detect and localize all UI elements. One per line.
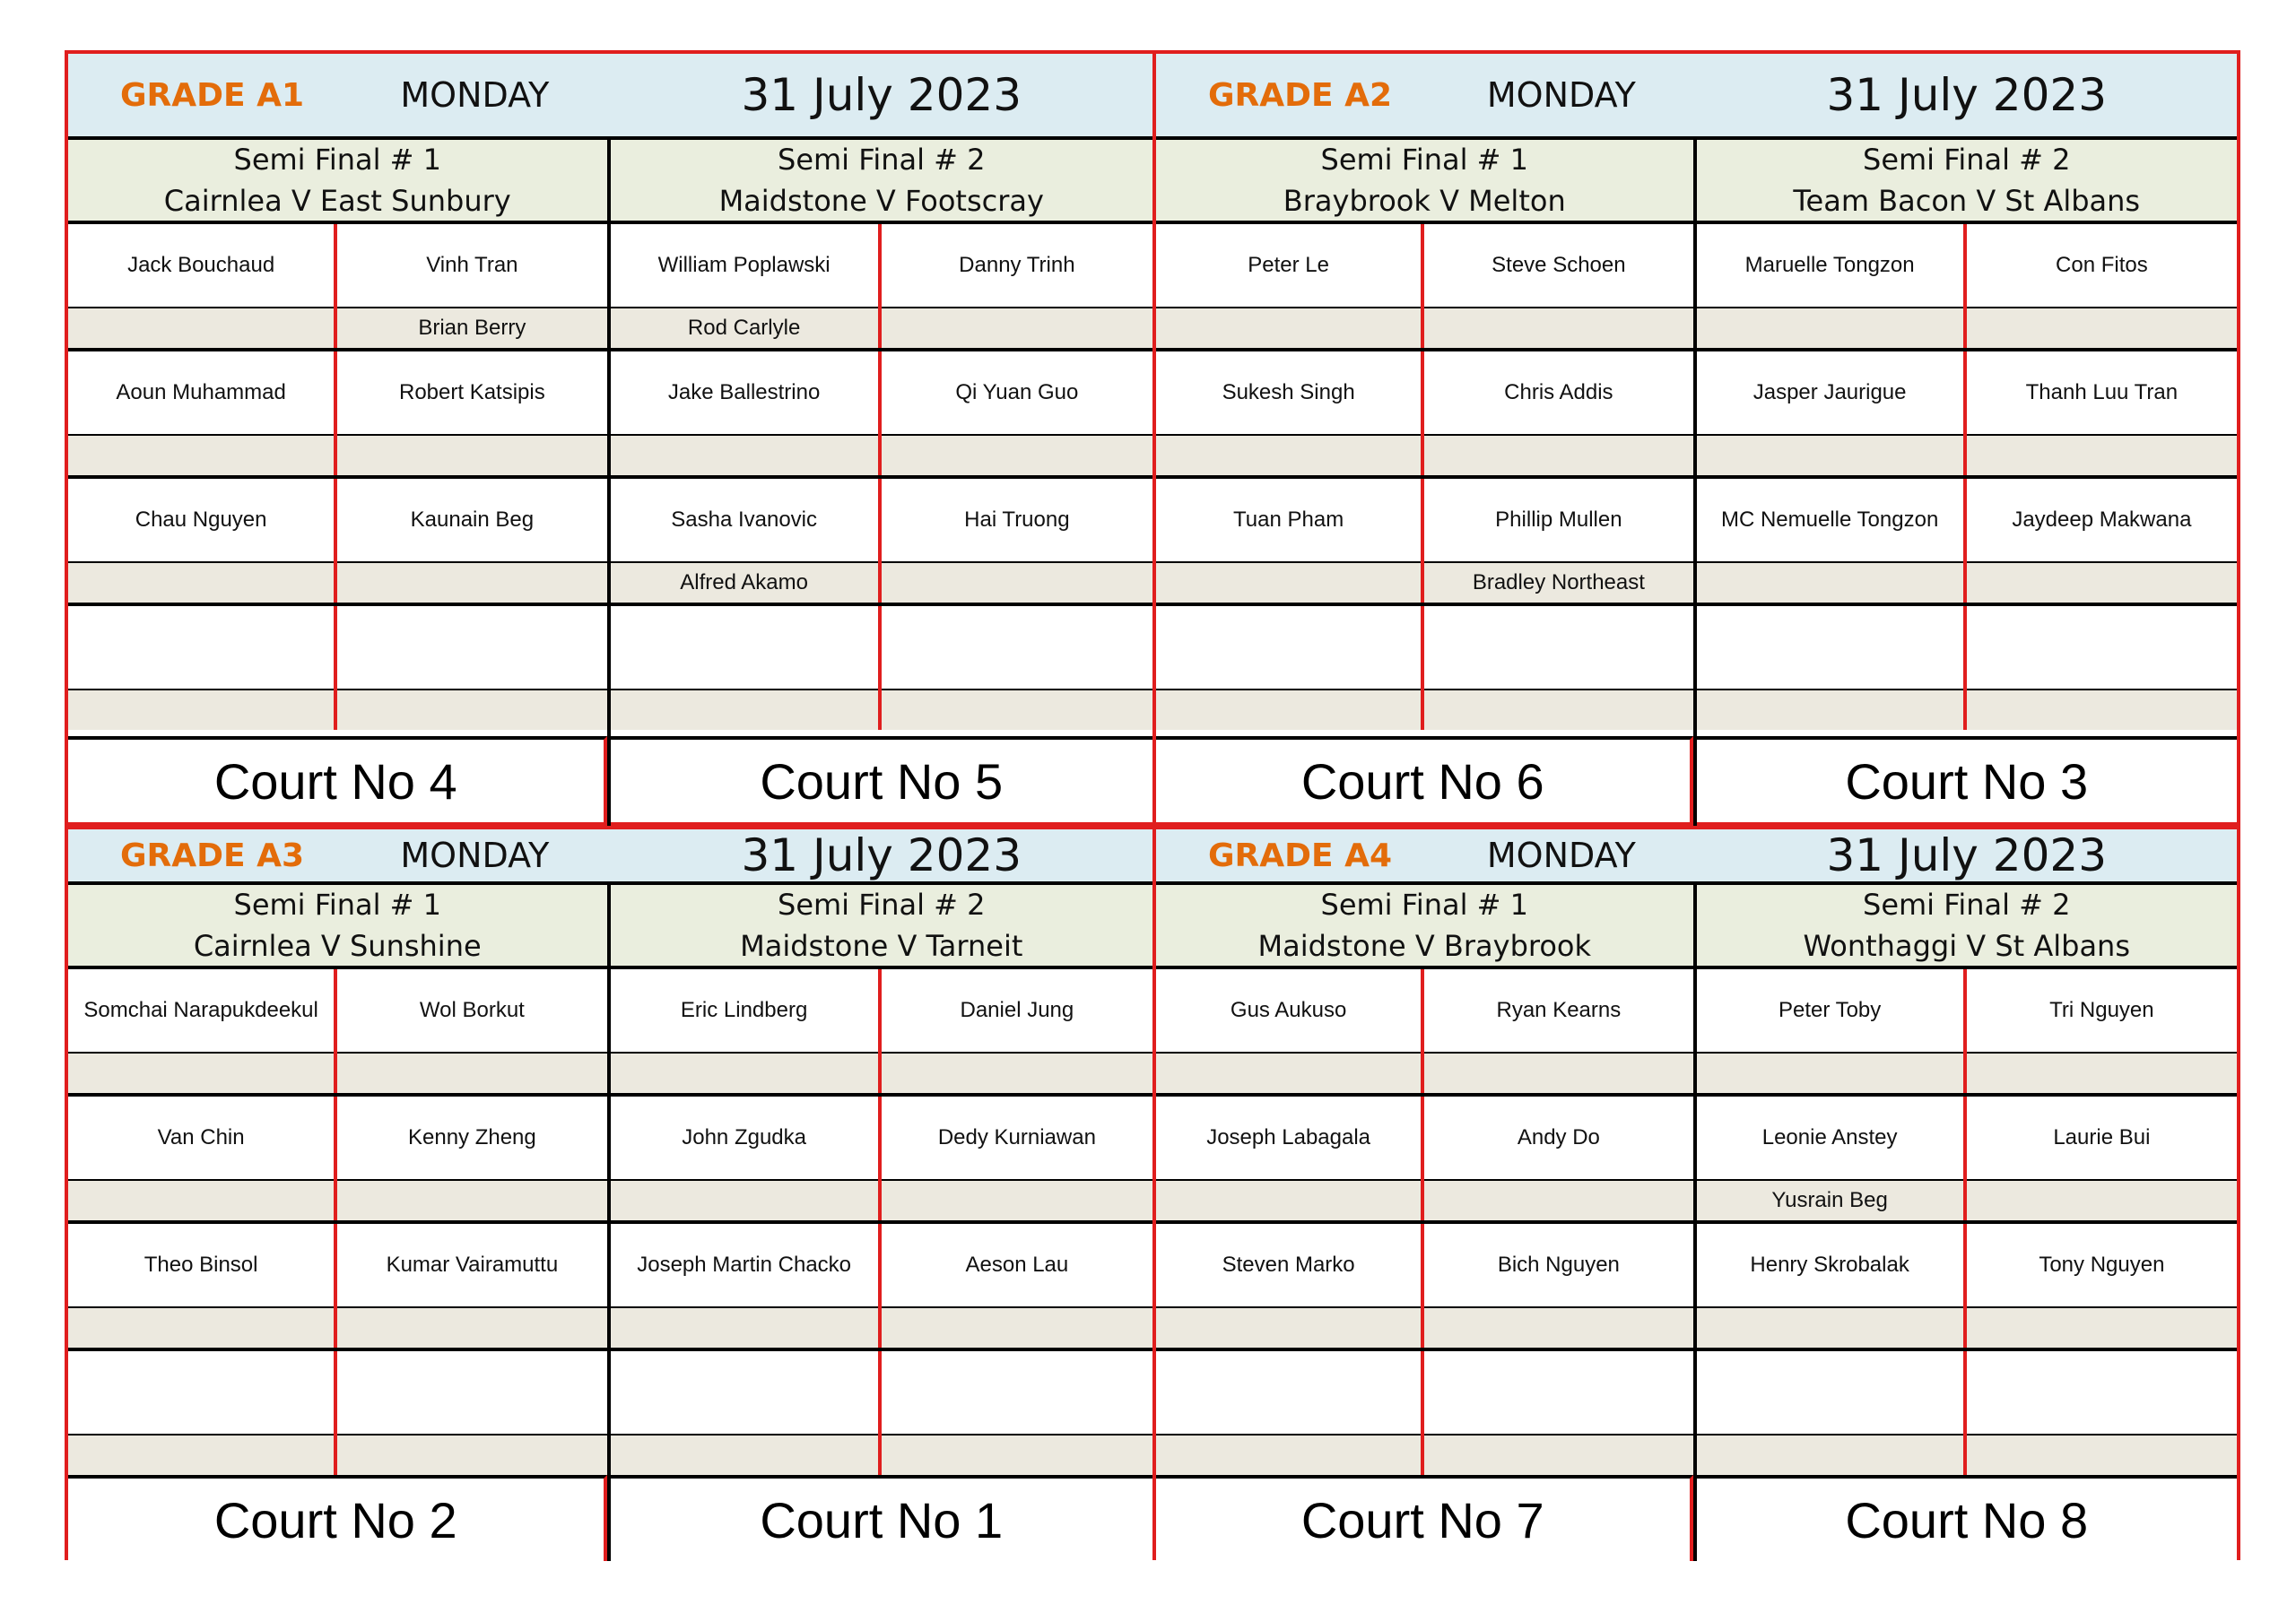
- semi-final-heading: [1697, 885, 2238, 969]
- player-row: [68, 1351, 607, 1475]
- player-row: [611, 1097, 1153, 1224]
- right-player-column: [337, 606, 606, 730]
- player-row: [1156, 1224, 1693, 1351]
- player-roster: [68, 224, 607, 736]
- player-name: Tony Nguyen: [1967, 1224, 2237, 1308]
- grade-block: [65, 50, 1152, 826]
- reserve-player-name: [1156, 436, 1421, 475]
- reserve-player-name: [1424, 1308, 1692, 1348]
- player-row: [611, 1351, 1153, 1475]
- player-name: [1967, 606, 2237, 690]
- right-player-column: [1424, 969, 1692, 1093]
- date-label: 31 July 2023: [1826, 829, 2108, 881]
- semi-final-game: [1697, 885, 2238, 1561]
- right-player-column: [1967, 1351, 2237, 1475]
- player-name: John Zgudka: [611, 1097, 878, 1181]
- semi-final-heading: [611, 140, 1153, 224]
- grade-block: [1152, 826, 2240, 1560]
- reserve-player-name: [1697, 563, 1963, 603]
- reserve-player-name: [882, 690, 1152, 730]
- reserve-player-name: [1967, 690, 2237, 730]
- right-player-column: [337, 1224, 606, 1348]
- player-name: Laurie Bui: [1967, 1097, 2237, 1181]
- reserve-player-name: [1967, 1054, 2237, 1093]
- reserve-player-name: [1424, 690, 1692, 730]
- semi-final-heading: [1697, 140, 2238, 224]
- reserve-player-name: [611, 1054, 878, 1093]
- right-player-column: [1424, 224, 1692, 348]
- player-name: [68, 606, 334, 690]
- player-name: Eric Lindberg: [611, 969, 878, 1054]
- reserve-player-name: [68, 563, 334, 603]
- reserve-player-name: [68, 1181, 334, 1220]
- reserve-player-name: [68, 1054, 334, 1093]
- reserve-player-name: [1967, 563, 2237, 603]
- player-row: [68, 1097, 607, 1224]
- reserve-player-name: [1697, 1054, 1963, 1093]
- player-row: [1156, 606, 1693, 730]
- right-player-column: [1424, 1351, 1692, 1475]
- left-player-column: [1697, 969, 1967, 1093]
- right-player-column: [337, 969, 606, 1093]
- player-name: Wol Borkut: [337, 969, 606, 1054]
- player-name: William Poplawski: [611, 224, 878, 308]
- right-player-column: [1967, 1224, 2237, 1348]
- day-label: MONDAY: [400, 836, 550, 875]
- player-row: [1156, 1097, 1693, 1224]
- match-teams: Maidstone V Braybrook: [1257, 929, 1592, 963]
- reserve-player-name: [337, 1436, 606, 1475]
- player-name: [1156, 1351, 1421, 1436]
- games-area: [1156, 885, 2237, 1561]
- reserve-player-name: [1424, 436, 1692, 475]
- player-name: Daniel Jung: [882, 969, 1152, 1054]
- player-name: Jasper Jaurigue: [1697, 351, 1963, 436]
- left-player-column: [68, 969, 337, 1093]
- player-name: Henry Skrobalak: [1697, 1224, 1963, 1308]
- reserve-player-name: [337, 1308, 606, 1348]
- reserve-player-name: [1156, 563, 1421, 603]
- left-player-column: [1697, 224, 1967, 348]
- right-player-column: [882, 1351, 1152, 1475]
- semi-final-game: [68, 885, 611, 1561]
- court-number: Court No 8: [1697, 1475, 2238, 1561]
- right-player-column: [337, 351, 606, 475]
- player-row: [611, 606, 1153, 730]
- semi-final-title: Semi Final # 1: [233, 888, 441, 922]
- player-row: [68, 1224, 607, 1351]
- grade-block: [1152, 50, 2240, 826]
- court-number: Court No 3: [1697, 736, 2238, 826]
- left-player-column: [611, 224, 882, 348]
- reserve-player-name: [68, 308, 334, 348]
- reserve-player-name: [1967, 436, 2237, 475]
- player-row: [1156, 479, 1693, 606]
- date-label: 31 July 2023: [741, 69, 1022, 121]
- left-player-column: [611, 1224, 882, 1348]
- player-name: MC Nemuelle Tongzon: [1697, 479, 1963, 563]
- reserve-player-name: [1967, 308, 2237, 348]
- right-player-column: [882, 969, 1152, 1093]
- reserve-player-name: [337, 1054, 606, 1093]
- left-player-column: [1156, 224, 1424, 348]
- court-number: Court No 6: [1156, 736, 1693, 826]
- reserve-player-name: Bradley Northeast: [1424, 563, 1692, 603]
- reserve-player-name: [68, 690, 334, 730]
- player-name: Chau Nguyen: [68, 479, 334, 563]
- player-row: [1697, 479, 2238, 606]
- reserve-player-name: [882, 308, 1152, 348]
- player-name: Phillip Mullen: [1424, 479, 1692, 563]
- player-name: [68, 1351, 334, 1436]
- player-name: Bich Nguyen: [1424, 1224, 1692, 1308]
- left-player-column: [611, 606, 882, 730]
- player-name: Jack Bouchaud: [68, 224, 334, 308]
- semi-final-game: [1156, 885, 1697, 1561]
- reserve-player-name: Rod Carlyle: [611, 308, 878, 348]
- grade-label: GRADE A4: [1208, 837, 1393, 874]
- right-player-column: [337, 1097, 606, 1220]
- right-player-column: [1967, 479, 2237, 603]
- right-player-column: [1424, 606, 1692, 730]
- player-name: [882, 606, 1152, 690]
- grade-label: GRADE A3: [120, 837, 305, 874]
- player-name: Con Fitos: [1967, 224, 2237, 308]
- semi-final-heading: [68, 885, 607, 969]
- semi-final-heading: [68, 140, 607, 224]
- left-player-column: [611, 479, 882, 603]
- court-number: Court No 1: [611, 1475, 1153, 1561]
- reserve-player-name: Yusrain Beg: [1697, 1181, 1963, 1220]
- reserve-player-name: [1967, 1436, 2237, 1475]
- grade-header: [1156, 54, 2237, 140]
- player-name: [1424, 1351, 1692, 1436]
- reserve-player-name: [1156, 1181, 1421, 1220]
- left-player-column: [1156, 479, 1424, 603]
- reserve-player-name: [611, 690, 878, 730]
- semi-final-heading: [611, 885, 1153, 969]
- player-name: [1697, 606, 1963, 690]
- reserve-player-name: [611, 1181, 878, 1220]
- reserve-player-name: [882, 1054, 1152, 1093]
- fixture-sheet: [65, 50, 2240, 1560]
- semi-final-heading: [1156, 140, 1693, 224]
- reserve-player-name: [1156, 308, 1421, 348]
- semi-final-title: Semi Final # 2: [1863, 143, 2071, 177]
- right-player-column: [1967, 969, 2237, 1093]
- match-teams: Wonthaggi V St Albans: [1803, 929, 2130, 963]
- right-player-column: [1424, 351, 1692, 475]
- player-roster: [1697, 969, 2238, 1475]
- right-player-column: [882, 606, 1152, 730]
- reserve-player-name: [611, 436, 878, 475]
- reserve-player-name: [1967, 1308, 2237, 1348]
- player-name: Aoun Muhammad: [68, 351, 334, 436]
- reserve-player-name: Alfred Akamo: [611, 563, 878, 603]
- day-label: MONDAY: [1486, 836, 1636, 875]
- reserve-player-name: [1697, 308, 1963, 348]
- reserve-player-name: [337, 690, 606, 730]
- left-player-column: [1156, 351, 1424, 475]
- player-roster: [611, 224, 1153, 736]
- left-player-column: [1156, 1351, 1424, 1475]
- player-name: Jaydeep Makwana: [1967, 479, 2237, 563]
- reserve-player-name: [882, 1181, 1152, 1220]
- player-row: [68, 224, 607, 351]
- reserve-player-name: [337, 1181, 606, 1220]
- right-player-column: [337, 1351, 606, 1475]
- player-name: Maruelle Tongzon: [1697, 224, 1963, 308]
- left-player-column: [1156, 1097, 1424, 1220]
- player-name: Chris Addis: [1424, 351, 1692, 436]
- right-player-column: [1967, 351, 2237, 475]
- player-row: [1697, 1097, 2238, 1224]
- player-name: Jake Ballestrino: [611, 351, 878, 436]
- left-player-column: [611, 1097, 882, 1220]
- right-player-column: [1967, 1097, 2237, 1220]
- left-player-column: [68, 606, 337, 730]
- right-player-column: [1424, 479, 1692, 603]
- reserve-player-name: [611, 1308, 878, 1348]
- player-name: [1424, 606, 1692, 690]
- reserve-player-name: [1156, 1054, 1421, 1093]
- reserve-player-name: [1156, 1436, 1421, 1475]
- player-name: [1156, 606, 1421, 690]
- semi-final-title: Semi Final # 1: [1320, 888, 1528, 922]
- player-row: [68, 351, 607, 479]
- court-number: Court No 5: [611, 736, 1153, 826]
- player-name: Thanh Luu Tran: [1967, 351, 2237, 436]
- grade-label: GRADE A2: [1208, 76, 1393, 114]
- left-player-column: [611, 351, 882, 475]
- semi-final-game: [68, 140, 611, 826]
- player-name: Dedy Kurniawan: [882, 1097, 1152, 1181]
- right-player-column: [882, 351, 1152, 475]
- reserve-player-name: [882, 563, 1152, 603]
- player-row: [1697, 1224, 2238, 1351]
- reserve-player-name: [337, 563, 606, 603]
- player-name: Joseph Labagala: [1156, 1097, 1421, 1181]
- left-player-column: [68, 1097, 337, 1220]
- left-player-column: [1697, 479, 1967, 603]
- reserve-player-name: [882, 436, 1152, 475]
- player-row: [1156, 969, 1693, 1097]
- player-name: Kumar Vairamuttu: [337, 1224, 606, 1308]
- grade-header: [68, 54, 1152, 140]
- player-name: [337, 1351, 606, 1436]
- semi-final-title: Semi Final # 2: [1863, 888, 2071, 922]
- player-name: Sasha Ivanovic: [611, 479, 878, 563]
- grade-label: GRADE A1: [120, 76, 305, 114]
- player-row: [1156, 1351, 1693, 1475]
- reserve-player-name: [68, 1436, 334, 1475]
- match-teams: Maidstone V Tarneit: [740, 929, 1023, 963]
- reserve-player-name: [68, 436, 334, 475]
- player-roster: [1697, 224, 2238, 736]
- player-name: Qi Yuan Guo: [882, 351, 1152, 436]
- match-teams: Cairnlea V East Sunbury: [163, 184, 511, 218]
- player-name: Peter Le: [1156, 224, 1421, 308]
- games-area: [68, 885, 1152, 1561]
- player-row: [68, 969, 607, 1097]
- player-name: [611, 1351, 878, 1436]
- player-name: [1967, 1351, 2237, 1436]
- reserve-player-name: [1697, 690, 1963, 730]
- player-name: [1697, 1351, 1963, 1436]
- right-player-column: [1967, 606, 2237, 730]
- player-name: Steven Marko: [1156, 1224, 1421, 1308]
- reserve-player-name: [611, 1436, 878, 1475]
- semi-final-game: [1697, 140, 2238, 826]
- semi-final-game: [1156, 140, 1697, 826]
- left-player-column: [1156, 969, 1424, 1093]
- semi-final-title: Semi Final # 1: [233, 143, 441, 177]
- player-name: Tri Nguyen: [1967, 969, 2237, 1054]
- left-player-column: [1697, 1224, 1967, 1348]
- player-name: Hai Truong: [882, 479, 1152, 563]
- reserve-player-name: [68, 1308, 334, 1348]
- player-roster: [1156, 969, 1693, 1475]
- player-row: [68, 479, 607, 606]
- left-player-column: [68, 224, 337, 348]
- court-number: Court No 4: [68, 736, 607, 826]
- player-row: [1697, 606, 2238, 730]
- semi-final-title: Semi Final # 2: [778, 143, 986, 177]
- player-name: [337, 606, 606, 690]
- right-player-column: [337, 479, 606, 603]
- reserve-player-name: [1967, 1181, 2237, 1220]
- player-name: Ryan Kearns: [1424, 969, 1692, 1054]
- court-number: Court No 7: [1156, 1475, 1693, 1561]
- day-label: MONDAY: [400, 75, 550, 115]
- player-row: [1156, 351, 1693, 479]
- player-name: Vinh Tran: [337, 224, 606, 308]
- left-player-column: [1697, 606, 1967, 730]
- player-name: Tuan Pham: [1156, 479, 1421, 563]
- player-row: [611, 479, 1153, 606]
- player-roster: [611, 969, 1153, 1475]
- semi-final-game: [611, 885, 1153, 1561]
- left-player-column: [68, 351, 337, 475]
- player-name: Danny Trinh: [882, 224, 1152, 308]
- reserve-player-name: [1156, 690, 1421, 730]
- player-name: Kenny Zheng: [337, 1097, 606, 1181]
- match-teams: Team Bacon V St Albans: [1793, 184, 2141, 218]
- player-row: [1697, 969, 2238, 1097]
- player-name: Theo Binsol: [68, 1224, 334, 1308]
- left-player-column: [611, 1351, 882, 1475]
- right-player-column: [882, 1097, 1152, 1220]
- right-player-column: [882, 224, 1152, 348]
- player-row: [611, 1224, 1153, 1351]
- player-row: [611, 224, 1153, 351]
- match-teams: Maidstone V Footscray: [718, 184, 1044, 218]
- player-roster: [1156, 224, 1693, 736]
- left-player-column: [68, 479, 337, 603]
- left-player-column: [1697, 351, 1967, 475]
- player-name: Robert Katsipis: [337, 351, 606, 436]
- semi-final-title: Semi Final # 2: [778, 888, 986, 922]
- games-area: [68, 140, 1152, 826]
- player-name: Steve Schoen: [1424, 224, 1692, 308]
- player-row: [68, 606, 607, 730]
- reserve-player-name: [1697, 1436, 1963, 1475]
- games-area: [1156, 140, 2237, 826]
- day-label: MONDAY: [1486, 75, 1636, 115]
- reserve-player-name: [1424, 1436, 1692, 1475]
- match-teams: Braybrook V Melton: [1283, 184, 1566, 218]
- reserve-player-name: [1424, 1181, 1692, 1220]
- right-player-column: [1424, 1097, 1692, 1220]
- grade-header: [1156, 829, 2237, 885]
- player-row: [1697, 224, 2238, 351]
- player-name: Joseph Martin Chacko: [611, 1224, 878, 1308]
- reserve-player-name: [1697, 436, 1963, 475]
- semi-final-title: Semi Final # 1: [1320, 143, 1528, 177]
- right-player-column: [337, 224, 606, 348]
- reserve-player-name: Brian Berry: [337, 308, 606, 348]
- semi-final-game: [611, 140, 1153, 826]
- reserve-player-name: [1424, 308, 1692, 348]
- player-name: Leonie Anstey: [1697, 1097, 1963, 1181]
- left-player-column: [68, 1351, 337, 1475]
- right-player-column: [882, 479, 1152, 603]
- player-name: Peter Toby: [1697, 969, 1963, 1054]
- left-player-column: [1697, 1097, 1967, 1220]
- player-name: Andy Do: [1424, 1097, 1692, 1181]
- right-player-column: [1424, 1224, 1692, 1348]
- match-teams: Cairnlea V Sunshine: [193, 929, 482, 963]
- reserve-player-name: [882, 1308, 1152, 1348]
- reserve-player-name: [337, 436, 606, 475]
- grade-header: [68, 829, 1152, 885]
- player-name: [611, 606, 878, 690]
- semi-final-heading: [1156, 885, 1693, 969]
- right-player-column: [882, 1224, 1152, 1348]
- player-name: Sukesh Singh: [1156, 351, 1421, 436]
- left-player-column: [68, 1224, 337, 1348]
- left-player-column: [1697, 1351, 1967, 1475]
- left-player-column: [1156, 606, 1424, 730]
- grade-block: [65, 826, 1152, 1560]
- player-row: [1697, 1351, 2238, 1475]
- player-name: Kaunain Beg: [337, 479, 606, 563]
- player-name: [882, 1351, 1152, 1436]
- reserve-player-name: [1156, 1308, 1421, 1348]
- player-row: [1697, 351, 2238, 479]
- left-player-column: [611, 969, 882, 1093]
- player-name: Gus Aukuso: [1156, 969, 1421, 1054]
- player-roster: [68, 969, 607, 1475]
- player-row: [611, 969, 1153, 1097]
- left-player-column: [1156, 1224, 1424, 1348]
- reserve-player-name: [882, 1436, 1152, 1475]
- player-row: [1156, 224, 1693, 351]
- player-row: [611, 351, 1153, 479]
- player-name: Somchai Narapukdeekul: [68, 969, 334, 1054]
- player-name: Van Chin: [68, 1097, 334, 1181]
- date-label: 31 July 2023: [1826, 69, 2108, 121]
- reserve-player-name: [1424, 1054, 1692, 1093]
- court-number: Court No 2: [68, 1475, 607, 1561]
- right-player-column: [1967, 224, 2237, 348]
- reserve-player-name: [1697, 1308, 1963, 1348]
- player-name: Aeson Lau: [882, 1224, 1152, 1308]
- date-label: 31 July 2023: [741, 829, 1022, 881]
